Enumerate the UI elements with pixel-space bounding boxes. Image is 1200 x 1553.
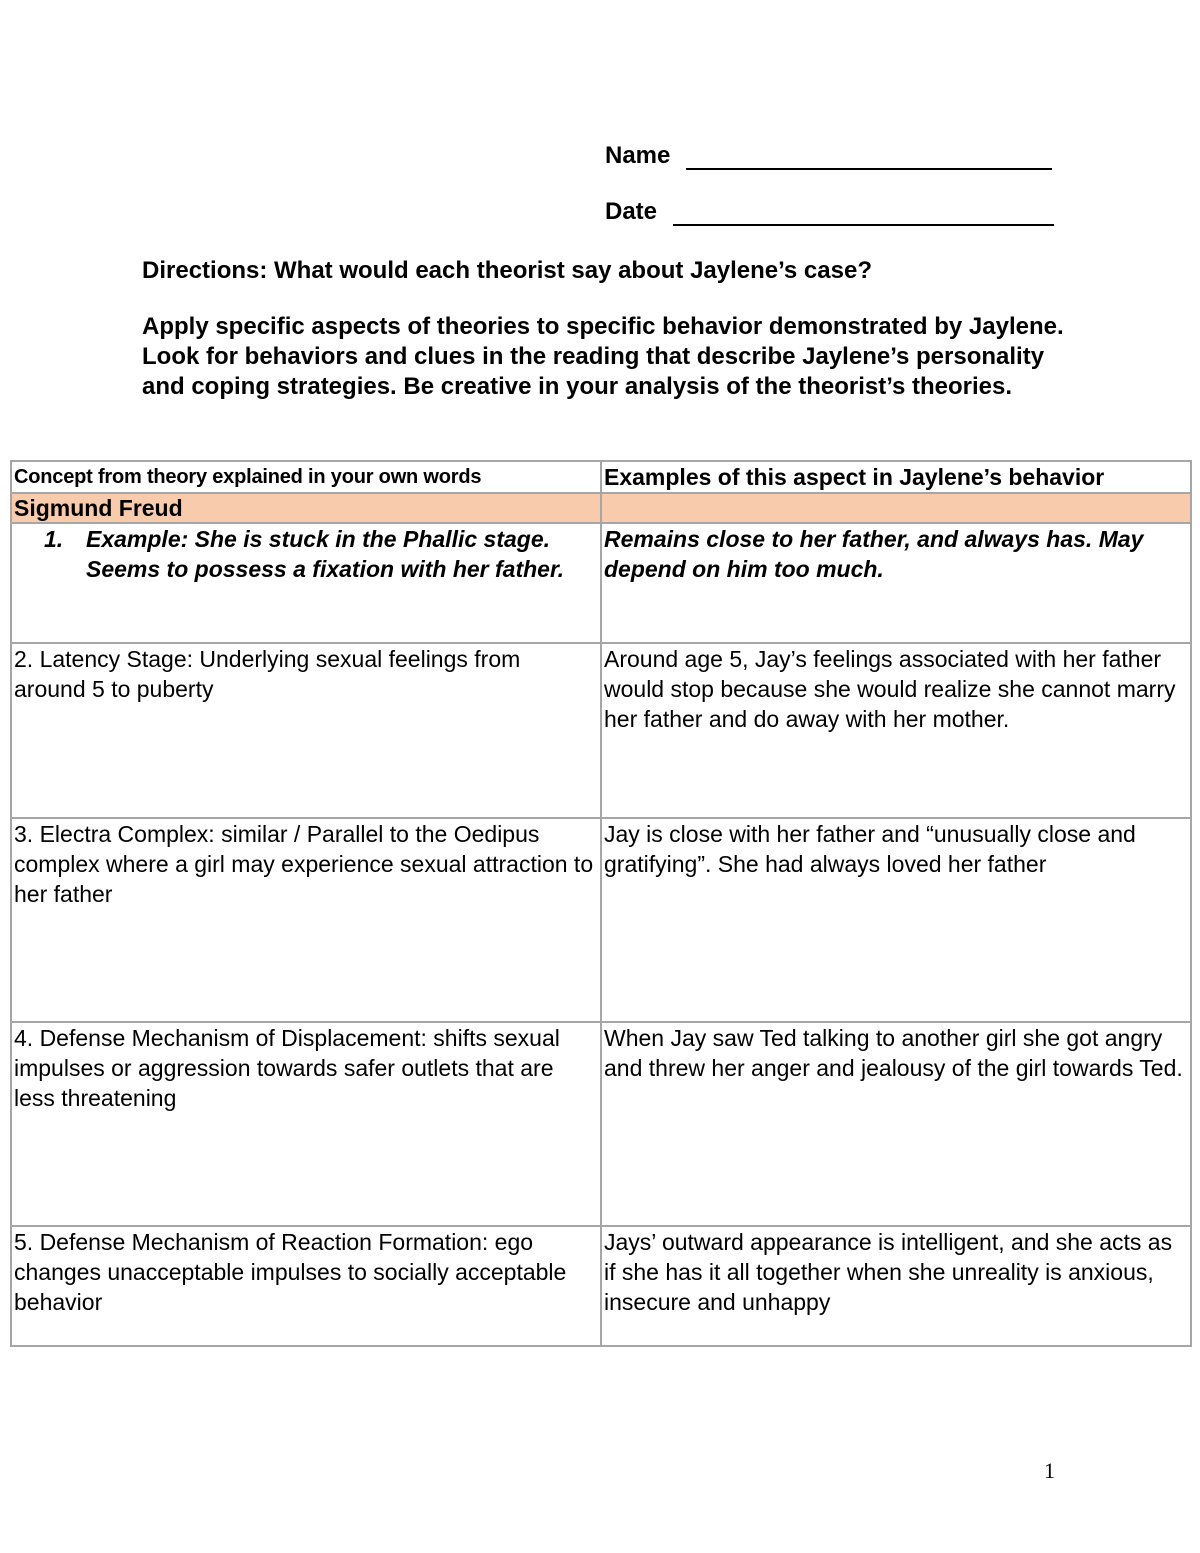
theory-worksheet-table: [10, 460, 1192, 1347]
column-header-concept: Concept from theory explained in your own words: [11, 461, 601, 493]
section-title: Sigmund Freud: [11, 493, 601, 523]
behavior-cell[interactable]: Jay is close with her father and “unusually close and gratifying”. She had always loved her father: [601, 818, 1191, 1022]
example-concept-text: Example: She is stuck in the Phallic stage. Seems to possess a fixation with her father.: [86, 526, 565, 582]
name-field: [605, 142, 1052, 170]
page-number: 1: [1044, 1458, 1055, 1483]
example-row: [11, 523, 1191, 643]
behavior-cell[interactable]: When Jay saw Ted talking to another girl she got angry and threw her anger and jealousy of the girl towards Ted.: [601, 1022, 1191, 1226]
date-field: [605, 198, 1054, 226]
table-row: [11, 818, 1191, 1022]
example-behavior-cell[interactable]: Remains close to her father, and always has. May depend on him too much.: [601, 523, 1191, 643]
table-header-row: [11, 461, 1191, 493]
section-row-freud: [11, 493, 1191, 523]
behavior-cell[interactable]: Jays’ outward appearance is intelligent, and she acts as if she has it all together when she unreality is anxious, insecure and unhappy: [601, 1226, 1191, 1346]
table-row: [11, 1226, 1191, 1346]
directions-body: Apply specific aspects of theories to specific behavior demonstrated by Jaylene. Look for behaviors and clues in the reading that describe Jaylene’s personality and coping strategies. Be creative in your analysis of the theorist’s theories.: [142, 313, 1064, 400]
date-blank-line[interactable]: [673, 200, 1054, 226]
directions-heading: Directions: What would each theorist say about Jaylene’s case?: [142, 257, 872, 284]
name-blank-line[interactable]: [686, 144, 1052, 170]
section-title-empty-cell: [601, 493, 1191, 523]
concept-cell[interactable]: 2. Latency Stage: Underlying sexual feelings from around 5 to puberty: [11, 643, 601, 818]
example-concept-cell[interactable]: [11, 523, 601, 643]
table-row: [11, 643, 1191, 818]
concept-cell[interactable]: 3. Electra Complex: similar / Parallel to the Oedipus complex where a girl may experience sexual attraction to her father: [11, 818, 601, 1022]
date-label: Date: [605, 198, 658, 225]
behavior-cell[interactable]: Around age 5, Jay’s feelings associated with her father would stop because she would realize she cannot marry her father and do away with her mother.: [601, 643, 1191, 818]
example-number: 1.: [44, 526, 64, 552]
concept-cell[interactable]: 5. Defense Mechanism of Reaction Formation: ego changes unacceptable impulses to socially acceptable behavior: [11, 1226, 601, 1346]
concept-cell[interactable]: 4. Defense Mechanism of Displacement: shifts sexual impulses or aggression towards safer outlets that are less threatening: [11, 1022, 601, 1226]
table-row: [11, 1022, 1191, 1226]
column-header-examples: Examples of this aspect in Jaylene’s behavior: [601, 461, 1191, 493]
name-label: Name: [605, 142, 671, 169]
